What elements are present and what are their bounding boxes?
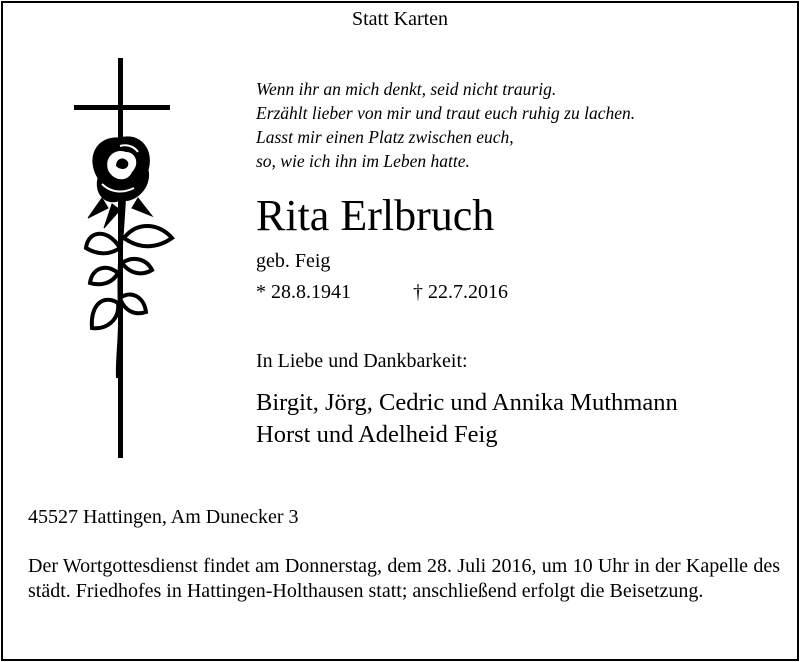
memorial-poem <box>256 77 635 173</box>
deceased-name: Rita Erlbruch <box>256 191 495 240</box>
notice-header: Statt Karten <box>351 8 449 30</box>
life-dates <box>256 281 508 304</box>
poem-line: Wenn ihr an mich denkt, seid nicht traurig. <box>256 79 557 99</box>
service-announcement: Der Wortgottesdienst findet am Donnerstag, dem 28. Juli 2016, um 10 Uhr in der Kapelle des städt. Friedhofes in Hattingen-Holthausen statt; anschließend erfolgt die Beisetzung. <box>28 555 780 602</box>
mourners-list <box>256 387 678 451</box>
poem-line: Lasst mir einen Platz zwischen euch, <box>256 127 514 147</box>
cross-with-rose-icon <box>68 58 178 458</box>
death-date: † 22.7.2016 <box>413 281 508 303</box>
birth-date: * 28.8.1941 <box>256 281 351 303</box>
poem-line: so, wie ich ihn im Leben hatte. <box>256 151 470 171</box>
mourner-line: Birgit, Jörg, Cedric und Annika Muthmann <box>256 389 678 416</box>
address: 45527 Hattingen, Am Dunecker 3 <box>28 506 299 528</box>
birth-name: geb. Feig <box>256 250 331 272</box>
mourner-line: Horst und Adelheid Feig <box>256 421 498 448</box>
dedication-line: In Liebe und Dankbarkeit: <box>256 350 468 372</box>
poem-line: Erzählt lieber von mir und traut euch ruhig zu lachen. <box>256 103 636 123</box>
